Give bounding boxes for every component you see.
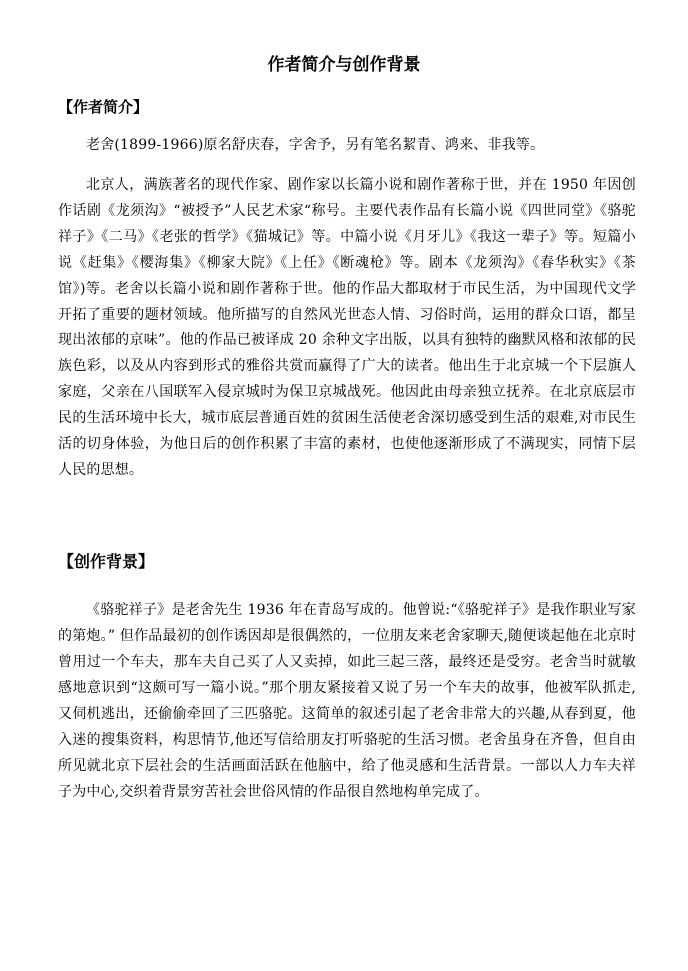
author-section-heading: 【作者简介】 bbox=[58, 98, 149, 116]
background-section-heading: 【创作背景】 bbox=[58, 552, 155, 571]
author-intro-paragraph-1: 老舍(1899-1966)原名舒庆春，字舍予，另有笔名絜青、鸿来、非我等。 bbox=[86, 137, 545, 153]
author-intro-paragraph-2: 北京人，满族著名的现代作家、剧作家以长篇小说和剧作著称于世，并在 1950 年因创作话剧《龙须沟》“被授予”人民艺术家“称号。主要代表作品有长篇小说《四世同堂》《骆驼祥子》《二马》《老张的哲学》《猫城记》等。中篇小说《月牙儿》《我这一辈子》等。短篇小说《赶集》《樱海集》《柳家大院》《上任》《断魂枪》等。剧本《龙须沟》《春华秋实》《茶馆》)等。老舍以长篇小说和剧作著称于世。他的作品大都取材于市民生活，为中国现代文学开拓了重要的题材领域。他所描写的自然风光世态人情、习俗时尚，运用的群众口语，都呈现出浓郁的京味”。他的作品已被译成 20 余种文字出版，以具有独特的幽默风格和浓郁的民族色彩，以及从内容到形式的雅俗共赏而赢得了广大的读者。他出生于北京城一个下层旗人家庭，父亲在八国联军入侵京城时为保卫京城战死。他因此由母亲独立抚养。在北京底层市民的生活环境中长大，城市底层普通百姓的贫困生活使老舍深切感受到生活的艰难,对市民生活的切身体验，为他日后的创作积累了丰富的素材，也使他逐渐形成了不满现实，同情下层人民的思想。 bbox=[58, 177, 636, 478]
background-paragraph-1: 《骆驼祥子》是老舍先生 1936 年在青岛写成的。他曾说:“《骆驼祥子》是我作职业写家的第炮。” 但作品最初的创作诱因却是很偶然的，一位朋友来老舍家聊天,随便谈起他在北京时曾用过一个车夫，那车夫自己买了人又卖掉，如此三起三落，最终还是受穷。老舍当时就敏感地意识到“这颇可写一篇小说。”那个朋友紧接着又说了另一个车夫的故事，他被军队抓走,又伺机逃出，还偷偷牵回了三匹骆驼。这简单的叙述引起了老舍非常大的兴趣,从春到夏，他入迷的搜集资料，构思情节,他还写信给朋友打听骆驼的生活习惯。老舍虽身在齐鲁，但自由所见就北京下层社会的生活画面活跃在他脑中，给了他灵感和生活背景。一部以人力车夫祥子为中心,交织着背景穷苦社会世俗风情的作品很自然地构单完成了。 bbox=[58, 602, 636, 800]
document-title: 作者简介与创作背景 bbox=[267, 55, 421, 75]
